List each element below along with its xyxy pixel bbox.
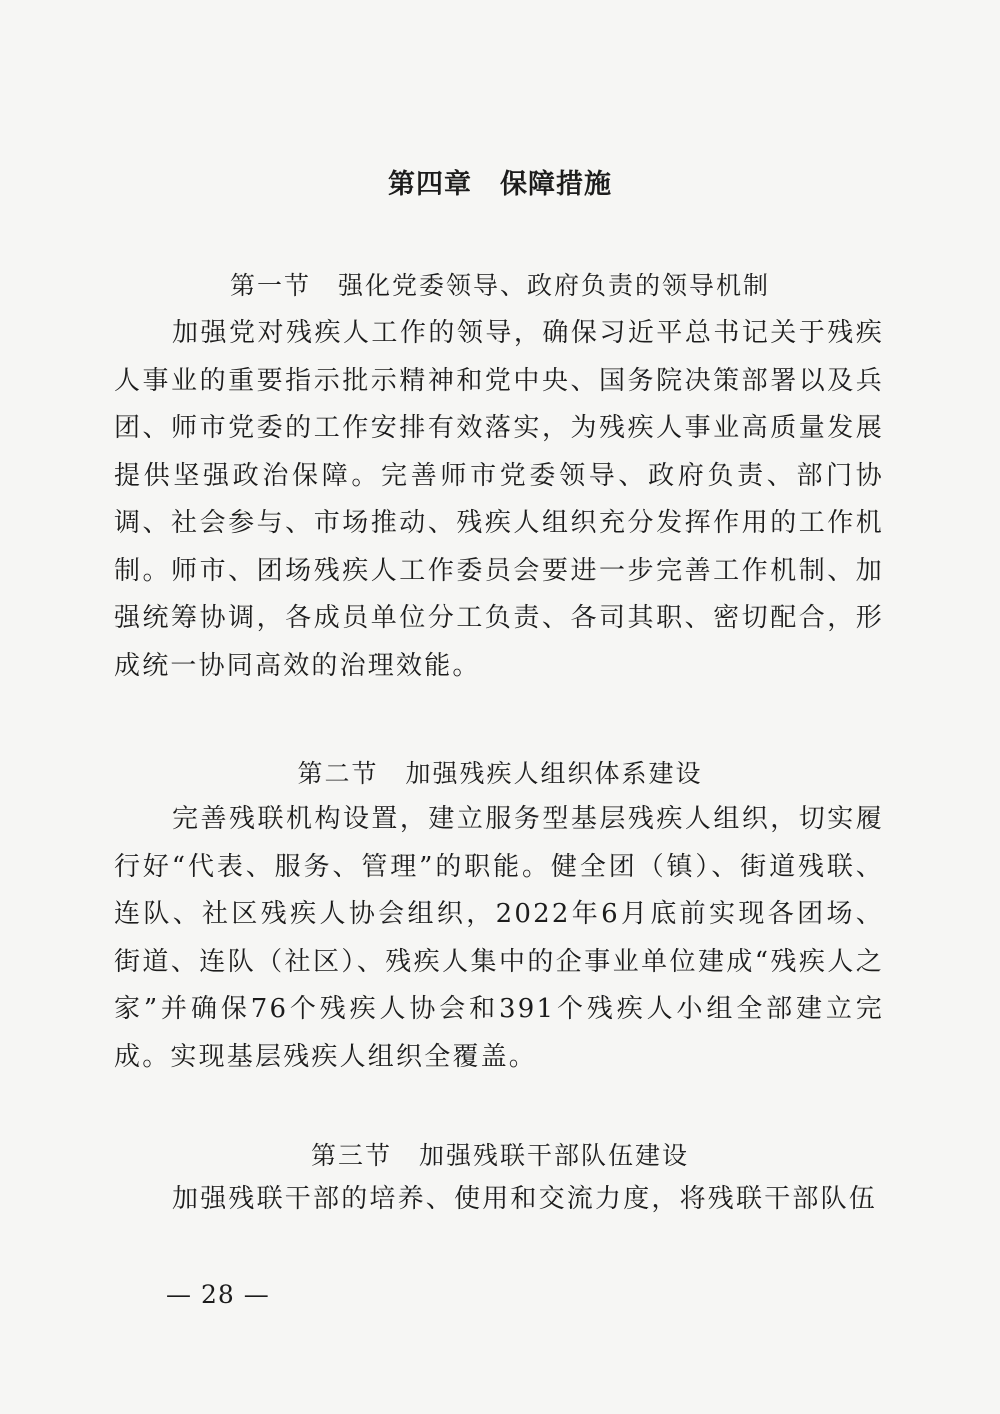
section-title-1: 第一节 强化党委领导、政府负责的领导机制 [229,271,770,300]
section-title-3: 第三节 加强残联干部队伍建设 [310,1141,689,1170]
section-3-paragraph: 加强残联干部的培养、使用和交流力度，将残联干部队伍 [172,1184,878,1214]
chapter-title: 第四章 保障措施 [388,169,612,200]
section-title-2: 第二节 加强残疾人组织体系建设 [297,759,703,788]
page-number: — 28 — [166,1280,270,1309]
section-1-paragraph: 加强党对残疾人工作的领导，确保习近平总书记关于残疾人事业的重要指示批示精神和党中央、国务院决策部署以及兵团、师市党委的工作安排有效落实，为残疾人事业高质量发展提供坚强政治保障。完善师市党委领导、政府负责、部门协调、社会参与、市场推动、残疾人组织充分发挥作用的工作机制。师市、团场残疾人工作委员会要进一步完善工作机制、加强统筹协调，各成员单位分工负责、各司其职、密切配合，形成统一协同高效的治理效能。 [114,318,884,681]
section-2-paragraph: 完善残联机构设置，建立服务型基层残疾人组织，切实履行好“代表、服务、管理”的职能。健全团（镇）、街道残联、连队、社区残疾人协会组织，2022年6月底前实现各团场、街道、连队（社区）、残疾人集中的企事业单位建成“残疾人之家”并确保76个残疾人协会和391个残疾人小组全部建立完成。实现基层残疾人组织全覆盖。 [114,804,884,1072]
